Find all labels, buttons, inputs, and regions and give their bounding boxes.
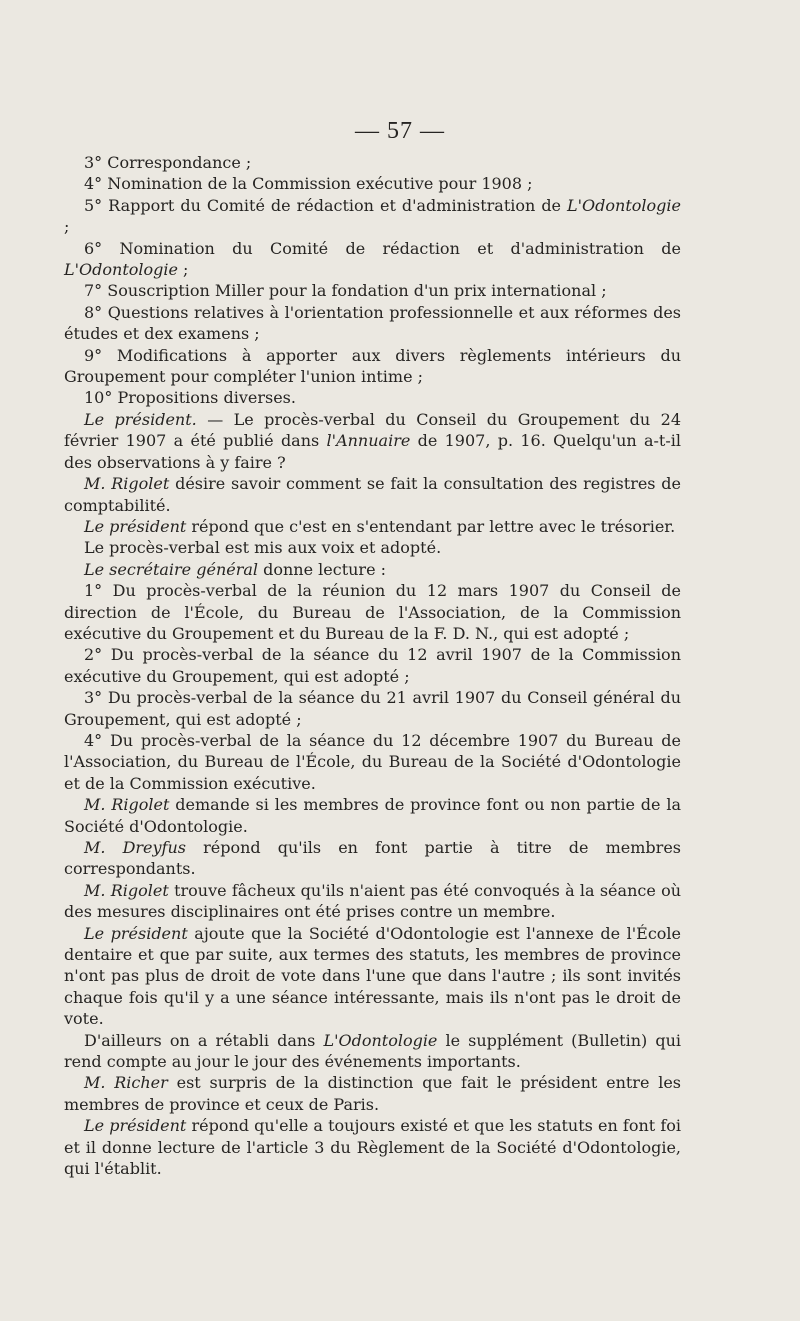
paragraph [64, 559, 681, 580]
paragraph [64, 923, 681, 1030]
text-run: 4° Du procès-verbal de la séance du 12 décembre 1907 du Bureau de l'Association, du Bureau de l'École, du Bureau de la Société d'Odontologie et de la Commission exécutive. [64, 730, 681, 793]
text-run: 8° Questions relatives à l'orientation professionnelle et aux réformes des études et dex examens ; [64, 302, 681, 344]
paragraph [64, 644, 681, 687]
italic-run: M. Rigolet [84, 880, 169, 900]
text-run: 1° Du procès-verbal de la réunion du 12 mars 1907 du Conseil de direction de l'École, du Bureau de l'Association, de la Commission exécutive du Groupement et du Bureau de la F. D. N., qui est adopté ; [64, 581, 681, 643]
paragraph [64, 580, 681, 644]
text-run: — Le procès-verbal du Conseil du Groupement du 24 février 1907 a été publié dans [64, 409, 681, 451]
text-run: 10° Propositions diverses. [84, 388, 296, 408]
text-run: répond qu'elle a toujours existé et que les statuts en font foi et il donne lecture de l'article 3 du Règlement de la Société d'Odontologie, qui l'établit. [64, 1116, 681, 1179]
text-run: 2° Du procès-verbal de la séance du 12 avril 1907 de la Commission exécutive du Groupement, qui est adopté ; [64, 645, 681, 686]
text-run: trouve fâcheux qu'ils n'aient pas été convoqués à la séance où des mesures disciplinaires ont été prises contre un membre. [64, 880, 682, 922]
paragraph [64, 687, 681, 730]
paragraph [64, 837, 681, 880]
paragraph [64, 345, 681, 388]
paragraph [64, 280, 681, 301]
paragraph [64, 1030, 681, 1073]
text-run: désire savoir comment se fait la consultation des registres de comptabilité. [64, 474, 682, 515]
italic-run: l'Annuaire [326, 431, 411, 451]
body-text [64, 152, 681, 1180]
text-run: donne lecture : [258, 559, 387, 579]
text-run: D'ailleurs on a rétabli dans [84, 1030, 324, 1050]
italic-run: Le secrétaire général [84, 559, 259, 579]
italic-run: L'Odontologie [323, 1030, 438, 1050]
text-run: le supplément (Bulletin) qui rend compte au jour le jour des événements importants. [64, 1030, 681, 1072]
italic-run: M. Richer [84, 1073, 168, 1093]
text-run: 3° Du procès-verbal de la séance du 21 avril 1907 du Conseil général du Groupement, qui est adopté ; [64, 688, 681, 729]
paragraph [64, 473, 681, 516]
text-run: de 1907, p. 16. Quelqu'un a-t-il des observations à y faire ? [64, 431, 681, 472]
paragraph [64, 516, 681, 537]
text-run: Le procès-verbal est mis aux voix et adopté. [84, 538, 442, 558]
paragraph [64, 409, 681, 473]
text-run: répond que c'est en s'entendant par lettre avec le trésorier. [186, 516, 676, 536]
text-run: est surpris de la distinction que fait le président entre les membres de province et ceux de Paris. [64, 1073, 682, 1114]
text-run: 9° Modifications à apporter aux divers règlements intérieurs du Groupement pour compléter l'union intime ; [64, 345, 681, 387]
text-run: demande si les membres de province font ou non partie de la Société d'Odontologie. [64, 795, 682, 836]
italic-run: M. Rigolet [84, 795, 170, 815]
text-run: ; [64, 217, 70, 237]
text-run: 4° Nomination de la Commission exécutive pour 1908 ; [84, 174, 533, 194]
paragraph [64, 387, 681, 408]
italic-run: M. Rigolet [84, 474, 170, 494]
paragraph [64, 152, 681, 173]
text-run: 5° Rapport du Comité de rédaction et d'administration de [84, 195, 568, 215]
paragraph [64, 880, 681, 923]
italic-run: L'Odontologie [64, 260, 178, 280]
paragraph [64, 238, 681, 281]
italic-run: Le président [84, 923, 188, 943]
italic-run: Le président. [84, 409, 197, 429]
italic-run: Le président [84, 1116, 187, 1136]
paragraph [64, 302, 681, 345]
italic-run: Le président [84, 516, 187, 536]
text-run: répond qu'ils en font partie à titre de membres correspondants. [64, 838, 681, 879]
page-number: — 57 — [355, 118, 445, 144]
text-run: 3° Correspondance ; [84, 153, 252, 172]
paragraph [64, 537, 681, 558]
text-run: 6° Nomination du Comité de rédaction et d'administration de [84, 238, 681, 258]
paragraph [64, 173, 681, 194]
text-run: 7° Souscription Miller pour la fondation d'un prix international ; [84, 281, 607, 301]
paragraph [64, 195, 681, 238]
paragraph [64, 794, 681, 837]
italic-run: L'Odontologie [567, 195, 681, 215]
text-run: ajoute que la Société d'Odontologie est l'annexe de l'École dentaire et que par suite, aux termes des statuts, les membres de province n'ont pas plus de droit de vote dans l'une que dans l'autre ; ils sont invités chaque fois qu'il y a une séance intéressante, mais ils n'ont pas le droit de vote. [64, 923, 682, 1029]
paragraph [64, 1072, 681, 1115]
text-run: ; [177, 260, 189, 280]
paragraph [64, 730, 681, 794]
italic-run: M. Dreyfus [84, 838, 186, 857]
paragraph [64, 1115, 681, 1179]
